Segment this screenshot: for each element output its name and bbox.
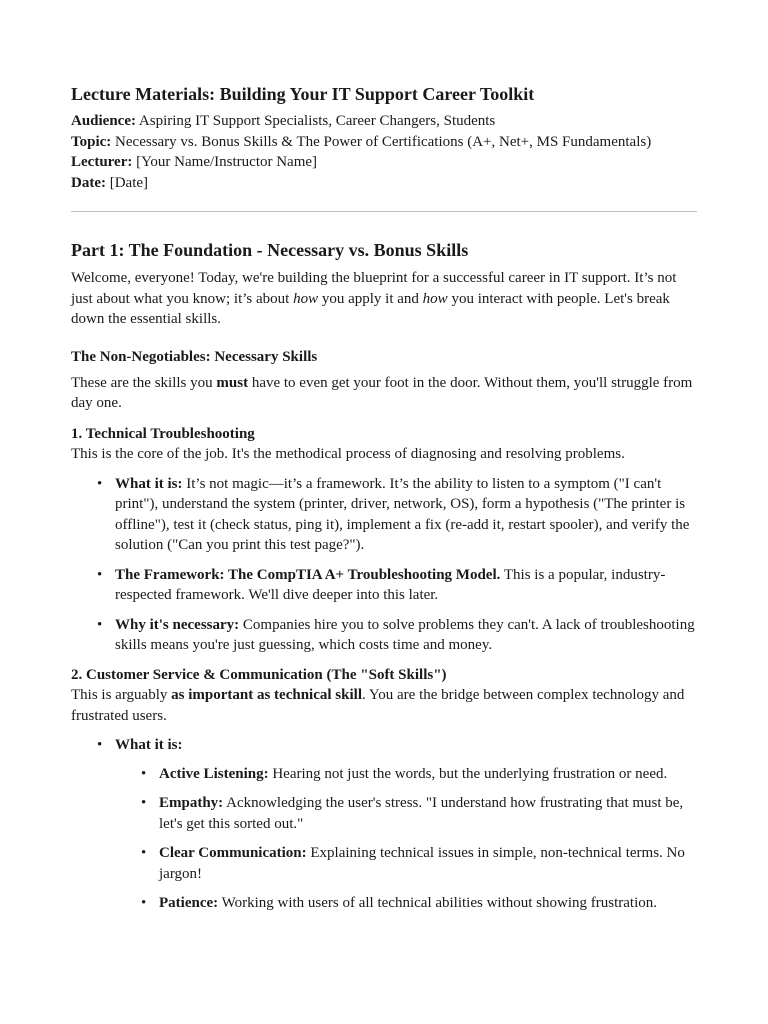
section-divider: [71, 211, 697, 212]
skill2-sub-bullet-list: [115, 764, 697, 914]
bullet-icon: •: [97, 737, 103, 753]
list-item: • Patience: Working with users of all technical abilities without showing frustration.: [115, 893, 697, 914]
bullet-icon: •: [141, 895, 147, 911]
list-item: • The Framework: The CompTIA A+ Troubleshooting Model. This is a popular, industry-respected framework. We'll dive deeper into this later.: [97, 566, 666, 603]
meta-topic: Topic: Necessary vs. Bonus Skills & The Power of Certifications (A+, Net+, MS Fundamentals): [71, 133, 652, 150]
skill1-title: 1. Technical Troubleshooting: [71, 425, 255, 442]
list-item: • Active Listening: Hearing not just the words, but the underlying frustration or need.: [115, 764, 697, 785]
part1-heading: Part 1: The Foundation - Necessary vs. Bonus Skills: [71, 240, 469, 260]
bullet-icon: •: [141, 845, 147, 861]
skill1-description: This is the core of the job. It's the methodical process of diagnosing and resolving problems.: [71, 446, 625, 462]
bullet-icon: •: [97, 616, 103, 633]
bullet-icon: •: [97, 475, 103, 492]
meta-lecturer: Lecturer: [Your Name/Instructor Name]: [71, 154, 318, 170]
list-item: • What it is: It’s not magic—it’s a framework. It’s the ability to listen to a symptom ("I can't print"), understand the system (printer, driver, network, OS), form a hypothesis ("The printer is offline"), test it (check status, ping it), implement a fix (re-add it, restart spooler), and verify the solution ("Can you print this test page?").: [97, 475, 690, 553]
meta-audience: Audience: Aspiring IT Support Specialists, Career Changers, Students: [71, 113, 496, 129]
skill1-bullet-list: [71, 474, 697, 656]
skill-technical-troubleshooting: [71, 424, 697, 656]
document-title: Lecture Materials: Building Your IT Support Career Toolkit: [71, 84, 535, 104]
necessary-skills-heading: The Non-Negotiables: Necessary Skills: [71, 348, 318, 365]
bullet-icon: •: [141, 765, 147, 782]
list-item: • What it is: • Active Listening: Hearing not just the words, but the underlying frustration or need. • Empathy: Acknowledging the user's stress. "I understand how frustrating that must be, let's get this sorted out." • Clear Communication: Explaining technical issues in simple, non-technical terms. No jargon! • Patience: Working with users of all technical abilities without showing frustration.: [71, 735, 697, 914]
skill2-title: 2. Customer Service & Communication (The "Soft Skills"): [71, 666, 447, 683]
bullet-icon: •: [141, 795, 147, 811]
list-item: • Why it's necessary: Companies hire you to solve problems they can't. A lack of troubleshooting skills means you're just guessing, which costs time and money.: [97, 616, 695, 653]
intro-paragraph: Welcome, everyone! Today, we're building the blueprint for a successful career in IT support. It’s not just about what you know; it’s about how you apply it and how you interact with people. Let's break down the essential skills.: [71, 270, 677, 327]
meta-date: Date: [Date]: [71, 174, 149, 191]
skill2-description: This is arguably as important as technical skill. You are the bridge between complex technology and frustrated users.: [71, 687, 685, 724]
skill-customer-service: [71, 665, 697, 914]
necessary-skills-lead: These are the skills you must have to even get your foot in the door. Without them, you'll struggle from day one.: [71, 374, 693, 411]
bullet-icon: •: [97, 566, 103, 583]
metadata-block: [71, 111, 697, 193]
skill2-bullet-list: [71, 735, 697, 914]
list-item: • Clear Communication: Explaining technical issues in simple, non-technical terms. No jargon!: [141, 845, 685, 882]
list-item: • Empathy: Acknowledging the user's stress. "I understand how frustrating that must be, let's get this sorted out.": [141, 795, 684, 832]
